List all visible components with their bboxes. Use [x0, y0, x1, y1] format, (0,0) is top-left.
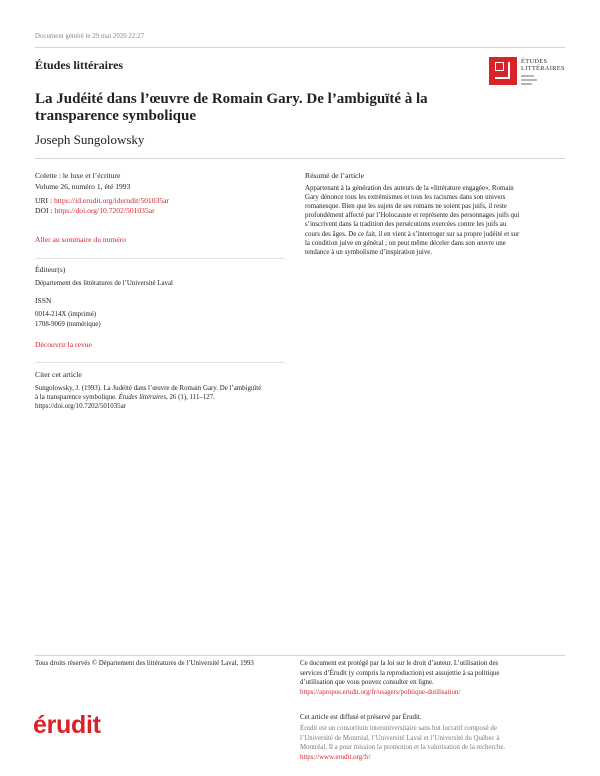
toc-link[interactable]: Aller au sommaire du numéro [35, 235, 127, 244]
section-divider [35, 158, 565, 159]
issn-print: 0014-214X (imprimé) [35, 311, 97, 318]
doi-label: DOI : [35, 206, 55, 215]
generation-date: Document généré le 29 mai 2020 22:27 [35, 33, 145, 40]
abstract-line: romanesque. Bien que les sujets de ses romans ne soient pas juifs, il reste [305, 203, 507, 211]
journal-logo-mark [489, 57, 517, 85]
consortium-line: Montréal. Il a pour mission la promotion et la valorisation de la recherche. [300, 744, 506, 751]
issue-volume: Volume 26, numéro 1, été 1993 [35, 182, 131, 191]
doi-row [35, 207, 155, 215]
doi-link[interactable]: https://doi.org/10.7202/501035ar [54, 206, 155, 215]
article-author: Joseph Sungolowsky [35, 132, 145, 147]
abstract-line: la condition juive en général ; on peut même déceler dans son œuvre une [305, 239, 506, 247]
citation-heading: Citer cet article [35, 370, 82, 379]
copyright-notice: Tous droits réservés © Département des littératures de l’Université Laval, 1993 [35, 660, 254, 667]
section-divider [35, 258, 285, 259]
citation-line1: Sungolowsky, J. (1993). La Judéité dans l’œuvre de Romain Gary. De l’ambiguïté [35, 385, 262, 392]
uri-label: URI : [35, 196, 54, 205]
discover-journal-link[interactable]: Découvrir la revue [35, 340, 92, 349]
abstract-line: s’inscrivent dans la tradition des persécutions exercées contre les juifs au [305, 221, 507, 229]
usage-notice-line: Ce document est protégé par la loi sur le droit d’auteur. L’utilisation des [300, 660, 499, 667]
journal-logo-tagline-mark [521, 75, 534, 77]
citation-doi: https://doi.org/10.7202/501035ar [35, 403, 126, 410]
diffusion-notice: Cet article est diffusé et préservé par Érudit. [300, 714, 422, 721]
article-title-line1: La Judéité dans l’œuvre de Romain Gary. De l’ambiguïté à la [35, 91, 428, 107]
journal-name: Études littéraires [35, 58, 124, 72]
abstract-heading: Résumé de l’article [305, 171, 365, 180]
citation-line2-start: à la transparence symbolique. [35, 394, 119, 401]
footer-divider [35, 655, 565, 656]
uri-row [35, 197, 169, 205]
journal-logo-tagline-mark [521, 79, 537, 81]
citation-journal: Études littéraires [118, 394, 167, 401]
article-title-line2: transparence symbolique [35, 108, 196, 124]
erudit-logo: érudit [33, 711, 101, 739]
section-divider [35, 362, 285, 363]
citation-line2-end: , 26 (1), 111–127. [166, 394, 215, 401]
uri-link[interactable]: https://id.erudit.org/iderudit/501035ar [53, 196, 170, 205]
consortium-line: Érudit est un consortium interuniversitaire sans but lucratif composé de [300, 725, 497, 732]
issue-title: Colette : le luxe et l’écriture [35, 171, 121, 180]
journal-logo-tagline-mark [521, 83, 532, 85]
abstract-line: Gary dénonce tous les extrémismes et tous les racismes dans son univers [305, 194, 506, 202]
journal-logo-text-line1: ÉTUDES [521, 58, 548, 65]
abstract-line: profondément affecté par l’Holocauste et représente des personnages juifs qui [305, 212, 520, 220]
consortium-line: l’Université de Montréal, l’Université Laval et l’Université du Québec à [300, 734, 500, 742]
header-divider [35, 47, 565, 48]
publisher-name: Département des littératures de l’Université Laval [35, 280, 173, 287]
citation-line2 [35, 395, 215, 402]
abstract-line: cours des âges. De ce fait, il en vient à s’interroger sur sa propre judéité et sur [305, 230, 520, 238]
abstract-line: tendance à un symbolisme d’inspiration juive. [305, 248, 433, 256]
publisher-heading: Éditeur(s) [35, 265, 66, 274]
erudit-website-link[interactable]: https://www.erudit.org/fr/ [300, 754, 371, 761]
abstract-line: Appartenant à la génération des auteurs de la «littérature engagée», Romain [305, 185, 514, 192]
usage-policy-link[interactable]: https://apropos.erudit.org/fr/usagers/politique-dutilisation/ [300, 689, 461, 696]
issn-heading: ISSN [35, 296, 52, 305]
journal-logo-text-line2: LITTÉRAIRES [521, 65, 565, 72]
usage-notice-line: d’utilisation que vous pouvez consulter en ligne. [300, 679, 434, 686]
usage-notice-line: services d’Érudit (y compris la reproduction) est assujettie à sa politique [300, 669, 500, 677]
issn-digital: 1708-9069 (numérique) [35, 321, 101, 328]
